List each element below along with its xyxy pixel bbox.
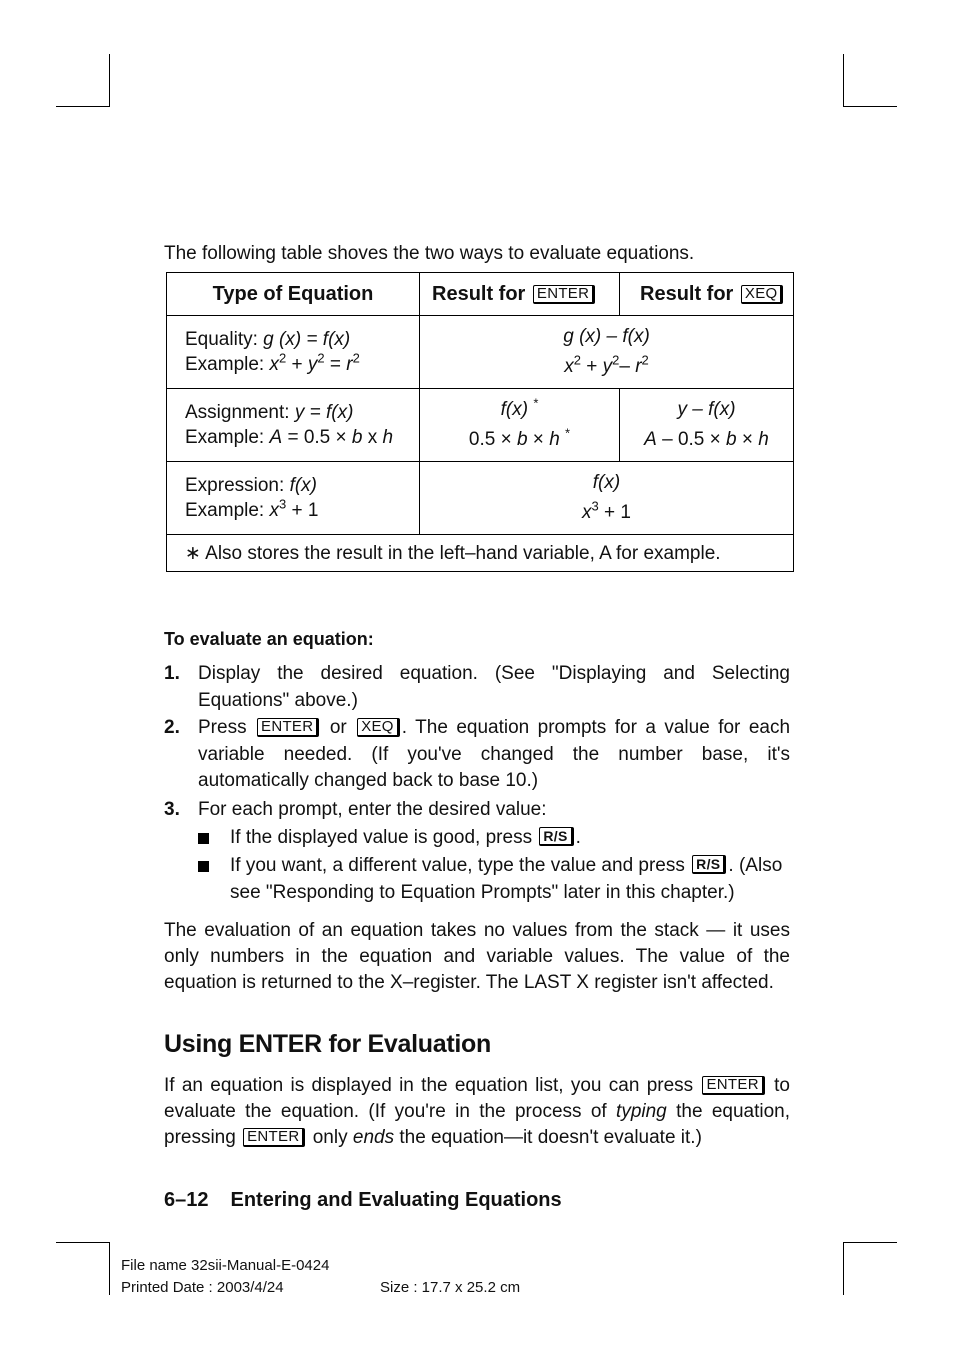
crop-mark xyxy=(109,54,110,107)
equality-result-cell: g (x) – f(x) $x^2 + y^2-$ $r^2$ xyxy=(420,316,794,389)
assignment-example: A = 0.5 × b x h xyxy=(269,427,394,448)
assignment-enter-example: 0.5 × b × h * xyxy=(468,425,571,450)
header-type: Type of Equation xyxy=(167,273,420,316)
enter-evaluation-paragraph: If an equation is displayed in the equation list, you can press ENTER to evaluate the equation. (If you're in the process of typing the equation, pressing ENTER only ends the equation—it doesn't evaluate it.) xyxy=(164,1075,791,1149)
expression-result-cell: f(x) $x^3 + 1$ xyxy=(420,462,794,535)
bullet-item: If the displayed value is good, press R/S . xyxy=(198,825,790,852)
table-note-row xyxy=(167,535,794,572)
table-row-expression xyxy=(167,462,794,535)
header-result-xeq xyxy=(620,273,794,316)
enter-key-icon: ENTER xyxy=(257,718,319,737)
assignment-enter-result: f(x) * 0.5 × b × h * xyxy=(420,389,620,462)
printed-date: Printed Date : 2003/4/24 xyxy=(121,1279,284,1296)
section-heading: Using ENTER for Evaluation xyxy=(164,1030,491,1058)
equality-type-cell: Equality: g (x) = f(x) Example: $x^2 + y^2 = r^2$ xyxy=(167,316,420,389)
chapter-title: Entering and Evaluating Equations xyxy=(230,1189,562,1211)
procedure-title: To evaluate an equation: xyxy=(164,629,374,649)
expression-example: $x^3 + 1$ xyxy=(269,496,319,521)
equality-example: $x^2 + y^2 = r^2$ xyxy=(269,350,360,375)
enter-key-icon: ENTER xyxy=(243,1128,305,1147)
assignment-xeq-example: A – 0.5 × b × h xyxy=(644,429,769,450)
table-row-assignment xyxy=(167,389,794,462)
equality-form: g (x) = f(x) xyxy=(263,329,351,350)
file-name: File name 32sii-Manual-E-0424 xyxy=(121,1257,330,1274)
step-1: 1. Display the desired equation. (See "Displaying and Selecting Equations" above.) xyxy=(164,663,790,711)
page-footer-heading xyxy=(164,1189,584,1212)
expression-result-example: $x^3 + 1$ xyxy=(582,498,631,523)
bullet-item: If you want, a different value, type the value and press R/S . (Also see "Responding to Equation Prompts" later in this chapter.) xyxy=(198,853,790,906)
crop-mark xyxy=(843,106,897,107)
equality-result-example: $x^2 + y^2-$ $r^2$ xyxy=(564,352,649,377)
run-stop-key-icon: R/S xyxy=(539,827,573,846)
crop-mark xyxy=(109,1242,110,1295)
evaluation-paragraph: The evaluation of an equation takes no values from the stack — it uses only numbers in the equation and variable values. The value of the equation is returned to the X–register. The LAST X register isn't affected. xyxy=(164,920,790,994)
header-result-label: Result for xyxy=(640,282,734,305)
table-row-equality xyxy=(167,316,794,389)
square-bullet-icon xyxy=(198,833,209,844)
asterisk-icon: * xyxy=(533,395,539,411)
crop-mark xyxy=(843,1242,844,1295)
step-2: 2. Press ENTER or XEQ . The equation prompts for a value for each variable needed. (If you've changed the number base, it's automatically changed back to base 10.) xyxy=(164,717,791,791)
step-3: 3. For each prompt, enter the desired value: xyxy=(164,799,547,820)
expression-type-cell: Expression: f(x) Example: $x^3 + 1$ xyxy=(167,462,420,535)
table-header-row xyxy=(167,273,794,316)
run-stop-key-icon: R/S xyxy=(692,855,726,874)
xeq-key-icon: XEQ xyxy=(741,285,784,304)
enter-key-icon: ENTER xyxy=(533,285,595,304)
square-bullet-icon xyxy=(198,861,209,872)
header-result-label: Result for xyxy=(432,282,526,305)
assignment-type-cell: Assignment: y = f(x) Example: A = 0.5 × b x h xyxy=(167,389,420,462)
intro-text: The following table shoves the two ways to evaluate equations. xyxy=(164,243,695,264)
assignment-form: y = f(x) xyxy=(294,402,354,423)
enter-key-icon: ENTER xyxy=(702,1076,764,1095)
equation-types-table xyxy=(166,272,794,572)
header-result-enter xyxy=(420,273,620,316)
crop-mark xyxy=(56,1242,110,1243)
xeq-key-icon: XEQ xyxy=(357,718,400,737)
crop-mark xyxy=(843,1242,897,1243)
assignment-xeq-result: y – f(x) A – 0.5 × b × h xyxy=(620,389,794,462)
page-number: 6–12 xyxy=(164,1189,209,1211)
table-footnote: ∗ Also stores the result in the left–hand variable, A for example. xyxy=(167,535,794,572)
crop-mark xyxy=(56,106,110,107)
print-size: Size : 17.7 x 25.2 cm xyxy=(380,1279,521,1296)
expression-form: f(x) xyxy=(289,475,317,496)
crop-mark xyxy=(843,54,844,107)
